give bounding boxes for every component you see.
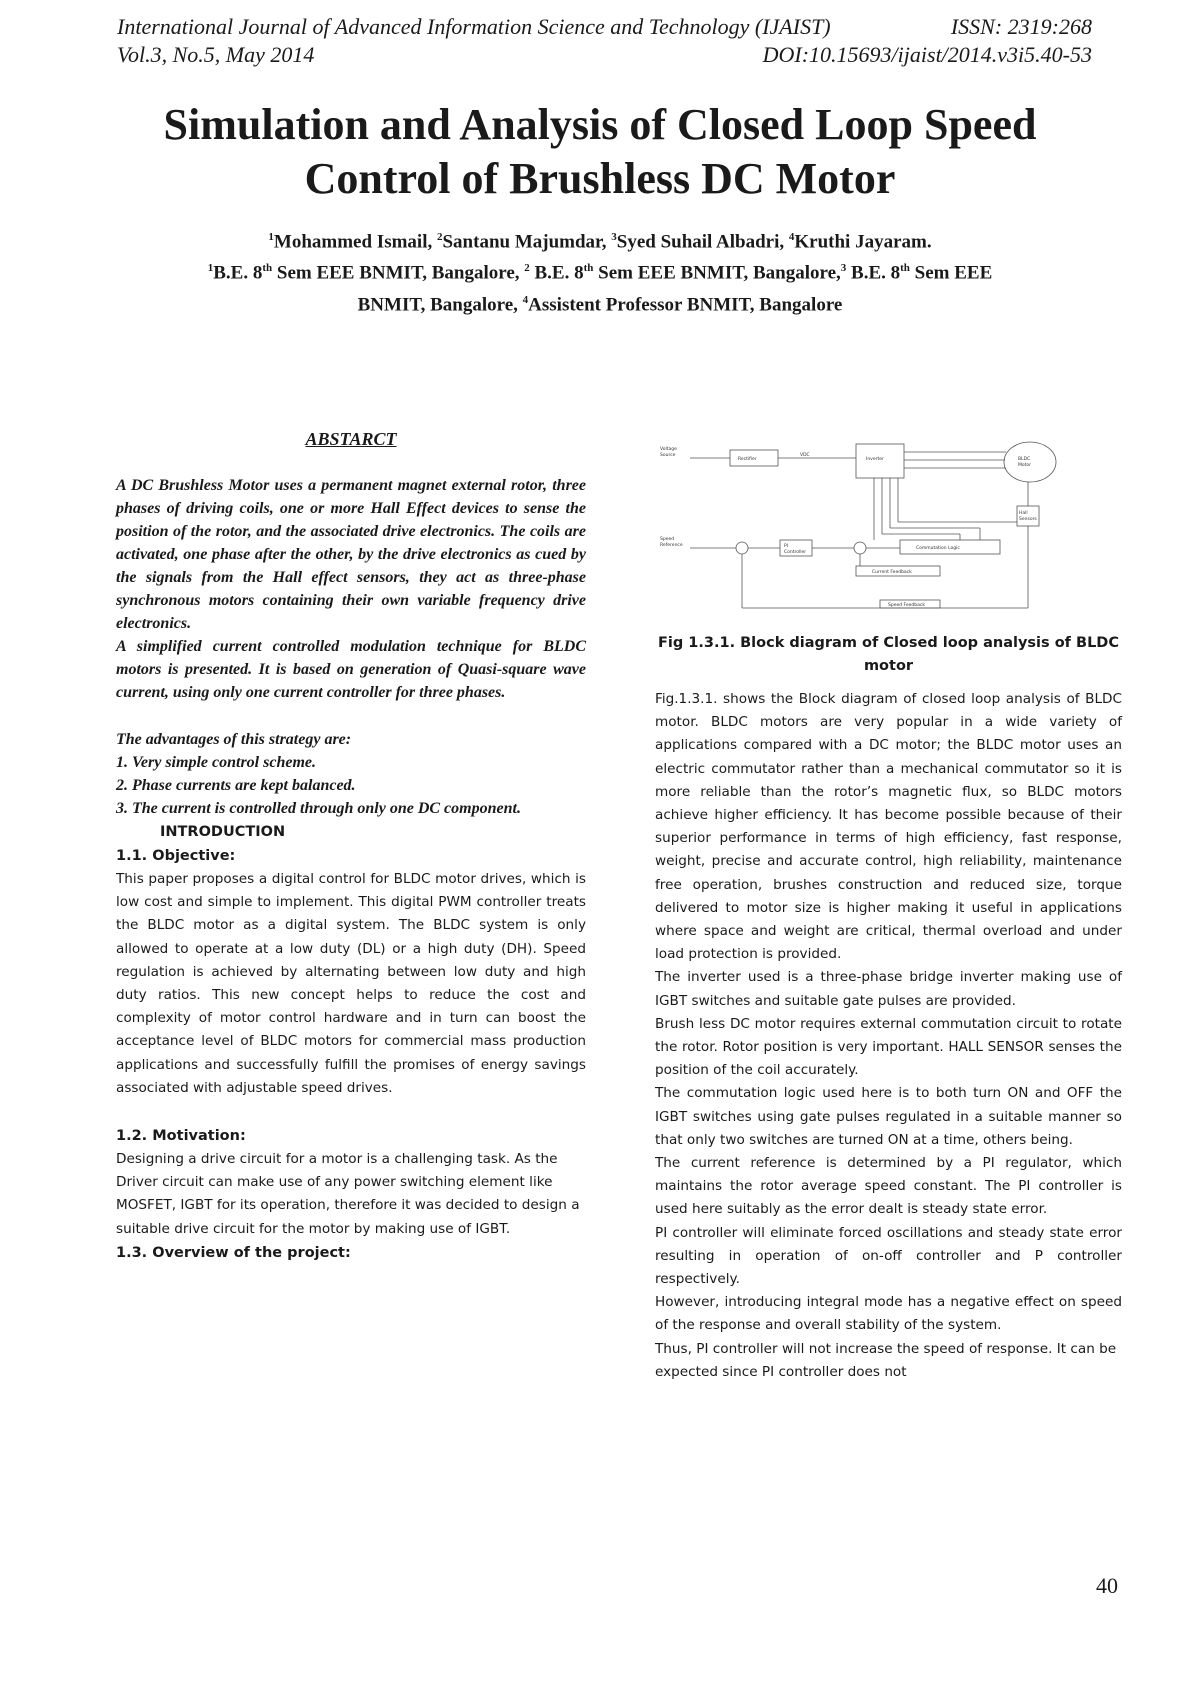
- svg-text:Controller: Controller: [784, 550, 807, 555]
- body-paragraph: Brush less DC motor requires external commutation circuit to rotate the rotor. Rotor position is very important. HALL SENSOR senses the position of the coil accurately.: [655, 1015, 1122, 1079]
- right-column: [655, 688, 1122, 1384]
- affil-2-rest: Sem EEE BNMIT, Bangalore,: [593, 262, 841, 284]
- svg-text:Rectifier: Rectifier: [738, 457, 757, 462]
- affil-1-rest: Sem EEE BNMIT, Bangalore,: [272, 262, 525, 284]
- svg-text:Commutation Logic: Commutation Logic: [916, 546, 960, 551]
- affiliations-line-1: [120, 255, 1080, 286]
- author-sup: 2: [436, 231, 443, 243]
- journal-header-line-1: [117, 14, 1092, 40]
- ordinal-sup: th: [900, 262, 910, 275]
- affil-3: B.E. 8: [846, 262, 901, 284]
- affil-4: Assistent Professor BNMIT, Bangalore: [528, 293, 843, 315]
- author-4: Kruthi Jayaram.: [794, 231, 932, 253]
- ordinal-sup: th: [583, 262, 594, 275]
- svg-text:Voltage: Voltage: [660, 447, 677, 452]
- svg-text:PI: PI: [784, 544, 789, 549]
- author-names: [120, 224, 1080, 255]
- svg-text:Speed: Speed: [660, 537, 675, 542]
- author-1: Mohammed Ismail,: [273, 231, 437, 253]
- body-paragraph: Fig.1.3.1. shows the Block diagram of closed loop analysis of BLDC motor. BLDC motors are very popular in a wide variety of applications compared with a DC motor; the BLDC motor uses an electric commutator rather than a mechanical commutator so it is more reliable than the rotor’s magnetic flux, so BLDC motors achieve higher efficiency. It has become possible because of their superior performance in terms of high efficiency, fast response, weight, precise and accurate control, high reliability, maintenance free operation, brushes construction and reduced size, torque delivered to motor size is higher making it useful in applications where space and weight are critical, thermal overload and under load protection is provided.: [655, 691, 1122, 963]
- title-line-1: Simulation and Analysis of Closed Loop Speed: [163, 100, 1037, 149]
- svg-text:Source: Source: [660, 453, 676, 458]
- author-2: Santanu Majumdar,: [442, 231, 612, 253]
- figure-caption: Fig 1.3.1. Block diagram of Closed loop analysis of BLDC motor: [657, 635, 1119, 674]
- section-1-3-heading: 1.3. Overview of the project:: [116, 1244, 351, 1261]
- svg-text:Motor: Motor: [1018, 463, 1032, 468]
- author-3: Syed Suhail Albadri,: [616, 231, 789, 253]
- svg-text:Speed Feedback: Speed Feedback: [888, 603, 925, 608]
- body-paragraph: The commutation logic used here is to both turn ON and OFF the IGBT switches using gate pulses regulated in a suitable manner so that only two switches are turned ON at a time, others being.: [655, 1085, 1122, 1148]
- section-1-1-text: This paper proposes a digital control for BLDC motor drives, which is low cost and simple to implement. This digital PWM controller treats the BLDC motor as a digital system. The BLDC system is only allowed to operate at a low duty (DL) or a high duty (DH). Speed regulation is achieved by alternating between low duty and high duty ratios. This new concept helps to reduce the cost and complexity of motor control hardware and in turn can boost the acceptance level of BLDC motors for commercial mass production applications and successfully fulfill the promises of energy savings associated with adjustable speed drives.: [116, 871, 586, 1096]
- body-paragraph: Thus, PI controller will not increase the speed of response. It can be expected since PI controller does not: [655, 1340, 1117, 1380]
- block-diagram-figure: [660, 438, 1120, 620]
- section-1-2-text: Designing a drive circuit for a motor is a challenging task. As the Driver circuit can make use of any power switching element like MOSFET, IGBT for its operation, therefore it was decided to design a suitable drive circuit for the motor by making use of IGBT.: [116, 1151, 580, 1237]
- advantage-item: 2. Phase currents are kept balanced.: [116, 777, 356, 794]
- body-paragraph: PI controller will eliminate forced oscillations and steady state error resulting in operation of on-off controller and P controller respectively.: [655, 1224, 1122, 1288]
- affil-sup: 1: [207, 262, 214, 275]
- section-1-2-heading: 1.2. Motivation:: [116, 1128, 246, 1145]
- page-number: 40: [1096, 1573, 1118, 1598]
- advantages-heading: The advantages of this strategy are:: [116, 731, 352, 748]
- title-line-2: Control of Brushless DC Motor: [304, 154, 896, 203]
- svg-text:Current Feedback: Current Feedback: [872, 570, 912, 575]
- affil-sup: 4: [522, 293, 529, 306]
- author-sup: 1: [268, 231, 274, 243]
- advantage-item: 3. The current is controlled through only one DC component.: [116, 800, 521, 817]
- journal-name: International Journal of Advanced Information Science and Technology (IJAIST): [117, 14, 831, 39]
- body-paragraph: However, introducing integral mode has a negative effect on speed of the response and overall stability of the system.: [655, 1294, 1122, 1334]
- ordinal-sup: th: [262, 262, 273, 275]
- abstract-paragraph-1: A DC Brushless Motor uses a permanent magnet external rotor, three phases of driving coils, one or more Hall Effect devices to sense the position of the rotor, and the associated drive electronics. The coils are activated, one phase after the other, by the drive electronics as cued by the signals from the Hall effect sensors, they act as three-phase synchronous motors containing their own variable frequency drive electronics.: [116, 477, 586, 632]
- affil-1: B.E. 8: [213, 262, 263, 284]
- affil-sup: 3: [840, 262, 847, 275]
- journal-issn: ISSN: 2319:268: [950, 14, 1092, 39]
- introduction-heading: INTRODUCTION: [160, 824, 286, 840]
- affil-2: B.E. 8: [529, 262, 584, 284]
- journal-doi: DOI:10.15693/ijaist/2014.v3i5.40-53: [762, 42, 1092, 67]
- affil-3-rest: Sem EEE: [909, 262, 993, 284]
- section-1-1-heading: 1.1. Objective:: [116, 848, 236, 864]
- svg-text:Hall: Hall: [1019, 511, 1028, 516]
- journal-header-line-2: [117, 42, 1092, 68]
- body-paragraph: The inverter used is a three-phase bridge inverter making use of IGBT switches and suitable gate pulses are provided.: [655, 969, 1122, 1009]
- author-sup: 4: [788, 231, 795, 243]
- abstract-heading: ABSTARCT: [305, 429, 397, 449]
- svg-text:Reference: Reference: [660, 543, 683, 548]
- paper-title: [0, 98, 1200, 206]
- left-column: [116, 428, 586, 1265]
- affil-sup: 2: [524, 262, 530, 275]
- advantage-item: 1. Very simple control scheme.: [116, 754, 316, 771]
- body-paragraph: The current reference is determined by a PI regulator, which maintains the rotor average speed constant. The PI controller is used here suitably as the error dealt is steady state error.: [655, 1155, 1122, 1218]
- affiliations-line-2: [120, 287, 1080, 318]
- svg-text:Inverter: Inverter: [866, 457, 884, 462]
- abstract-paragraph-2: A simplified current controlled modulation technique for BLDC motors is presented. It is based on generation of Quasi-square wave current, using only one current controller for three phases.: [116, 638, 586, 701]
- author-block: [120, 224, 1080, 318]
- svg-text:VDC: VDC: [800, 453, 810, 458]
- affil-3-line2: BNMIT, Bangalore,: [357, 293, 523, 315]
- journal-volume: Vol.3, No.5, May 2014: [117, 42, 315, 67]
- svg-text:BLDC: BLDC: [1018, 457, 1031, 462]
- author-sup: 3: [611, 231, 617, 243]
- svg-text:Sensors: Sensors: [1019, 517, 1037, 522]
